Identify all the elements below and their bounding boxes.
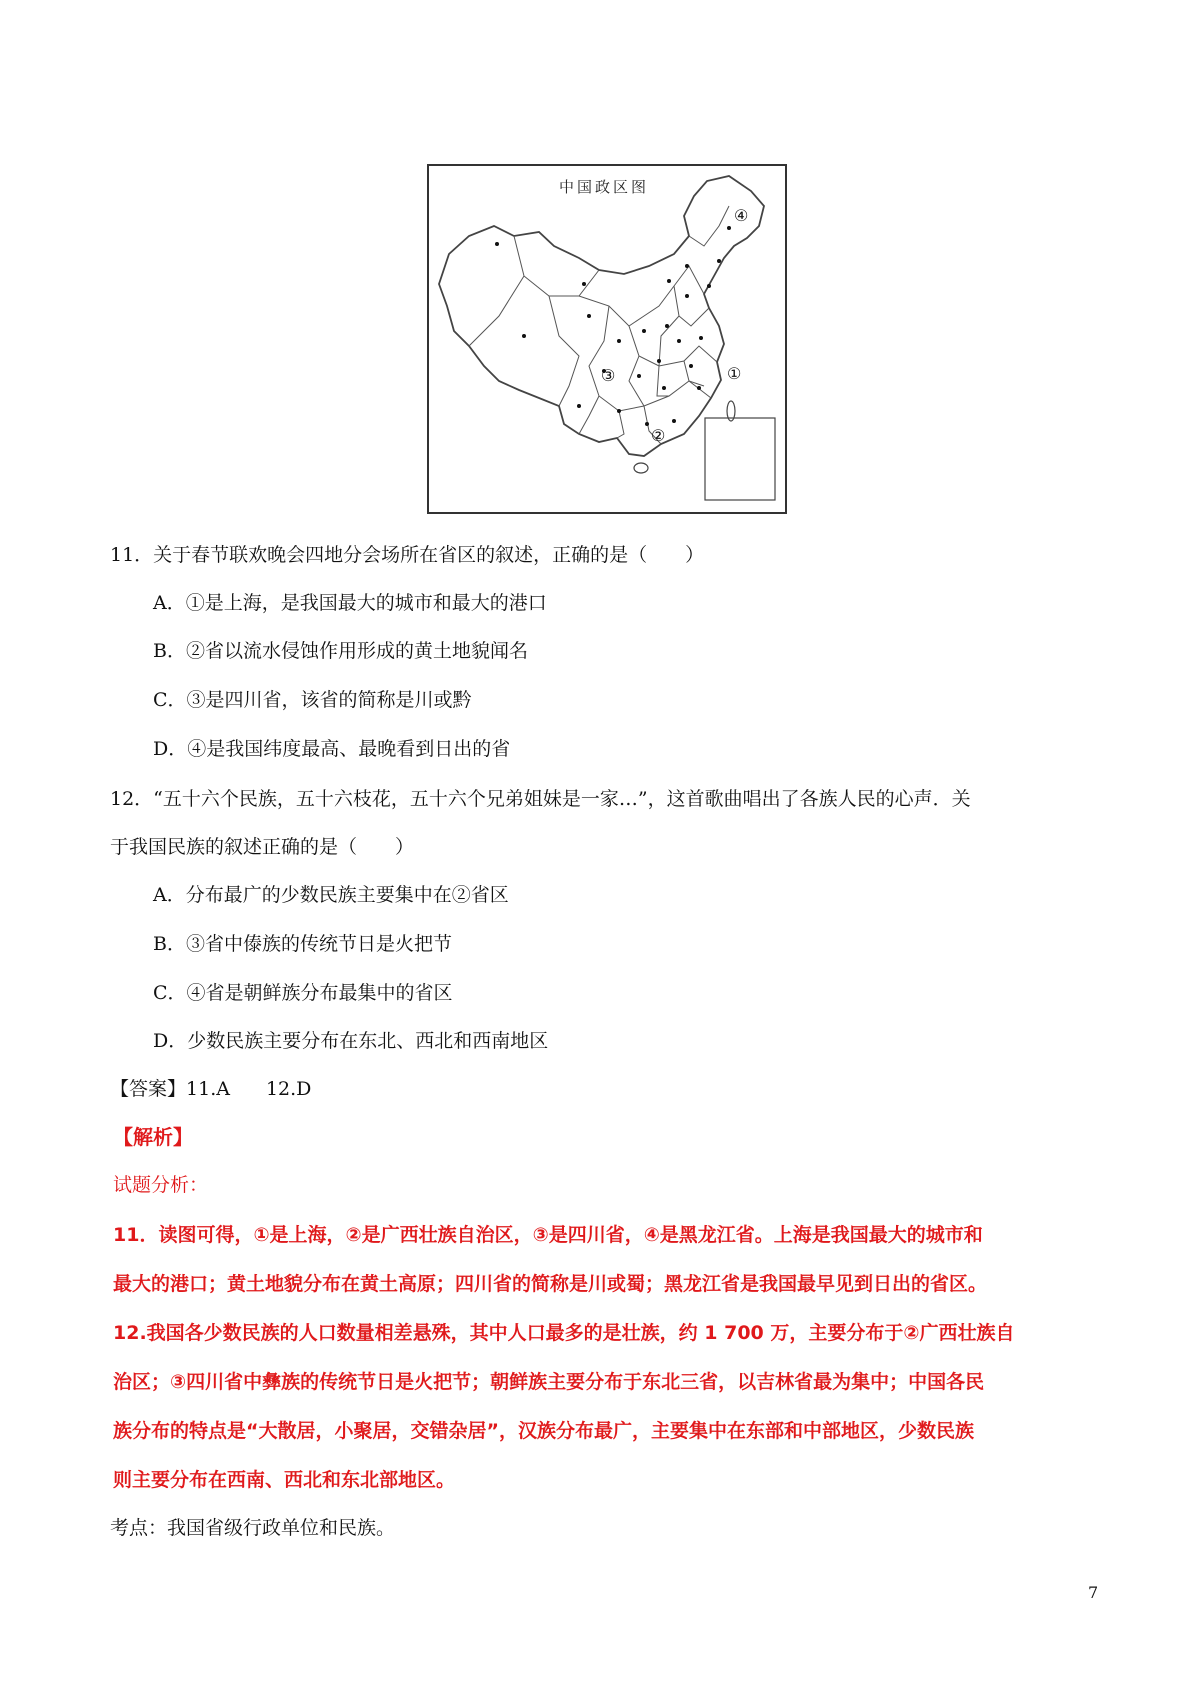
q12-stem-line2: 于我国民族的叙述正确的是（ ） bbox=[110, 836, 415, 858]
analysis-11-line2: 最大的港口；黄土地貌分布在黄土高原；四川省的简称是川或蜀；黑龙江省是我国最早见到日出的省区。 bbox=[113, 1273, 988, 1295]
q12-option-a: A．分布最广的少数民族主要集中在②省区 bbox=[153, 884, 509, 906]
analysis-12-line1: 12.我国各少数民族的人口数量相差悬殊，其中人口最多的是壮族，约 1 700 万，主要分布于②广西壮族自 bbox=[113, 1322, 1015, 1344]
analysis-11-line1: 11．读图可得，①是上海，②是广西壮族自治区，③是四川省，④是黑龙江省。上海是我国最大的城市和 bbox=[113, 1224, 983, 1246]
map-marker-2: ② bbox=[651, 426, 666, 445]
q12-option-d: D．少数民族主要分布在东北、西北和西南地区 bbox=[153, 1030, 549, 1052]
q11-stem: 11．关于春节联欢晚会四地分会场所在省区的叙述，正确的是（ ） bbox=[110, 544, 705, 566]
analysis-subheader: 试题分析： bbox=[113, 1174, 209, 1196]
analysis-header: 【解析】 bbox=[113, 1125, 193, 1149]
q12-option-c: C．④省是朝鲜族分布最集中的省区 bbox=[153, 982, 453, 1004]
q11-option-c: C．③是四川省，该省的简称是川或黔 bbox=[153, 689, 472, 711]
map-marker-3: ③ bbox=[601, 366, 616, 385]
q12-option-b: B．③省中傣族的传统节日是火把节 bbox=[153, 933, 452, 955]
map-marker-1: ① bbox=[727, 364, 742, 383]
china-outline bbox=[439, 176, 764, 456]
answer-12: 12.D bbox=[265, 1078, 312, 1100]
china-map-figure bbox=[427, 164, 787, 514]
kaodian-line: 考点：我国省级行政单位和民族。 bbox=[110, 1517, 396, 1539]
q11-option-d: D．④是我国纬度最高、最晚看到日出的省 bbox=[153, 738, 511, 760]
page-number: 7 bbox=[1088, 1583, 1099, 1602]
south-china-sea-inset bbox=[705, 418, 775, 500]
q12-stem-line1: 12．“五十六个民族，五十六枝花，五十六个兄弟姐妹是一家…”，这首歌曲唱出了各族人民的心声．关 bbox=[110, 788, 971, 810]
china-map-drawing bbox=[429, 166, 785, 512]
map-marker-4: ④ bbox=[734, 206, 749, 225]
analysis-12-line4: 则主要分布在西南、西北和东北部地区。 bbox=[113, 1469, 456, 1491]
answer-line bbox=[110, 1076, 311, 1102]
analysis-12-line2: 治区；③四川省中彝族的传统节日是火把节；朝鲜族主要分布于东北三省，以吉林省最为集中；中国各民 bbox=[113, 1371, 985, 1393]
answer-label: 【答案】 bbox=[110, 1078, 187, 1100]
hainan-island bbox=[634, 463, 648, 473]
analysis-12-line3: 族分布的特点是“大散居，小聚居，交错杂居”，汉族分布最广，主要集中在东部和中部地区，少数民族 bbox=[113, 1420, 974, 1442]
q11-option-b: B．②省以流水侵蚀作用形成的黄土地貌闻名 bbox=[153, 640, 528, 662]
q11-option-a: A．①是上海，是我国最大的城市和最大的港口 bbox=[153, 592, 547, 614]
answer-11: 11.A bbox=[186, 1078, 230, 1100]
map-title: 中国政区图 bbox=[559, 178, 650, 196]
